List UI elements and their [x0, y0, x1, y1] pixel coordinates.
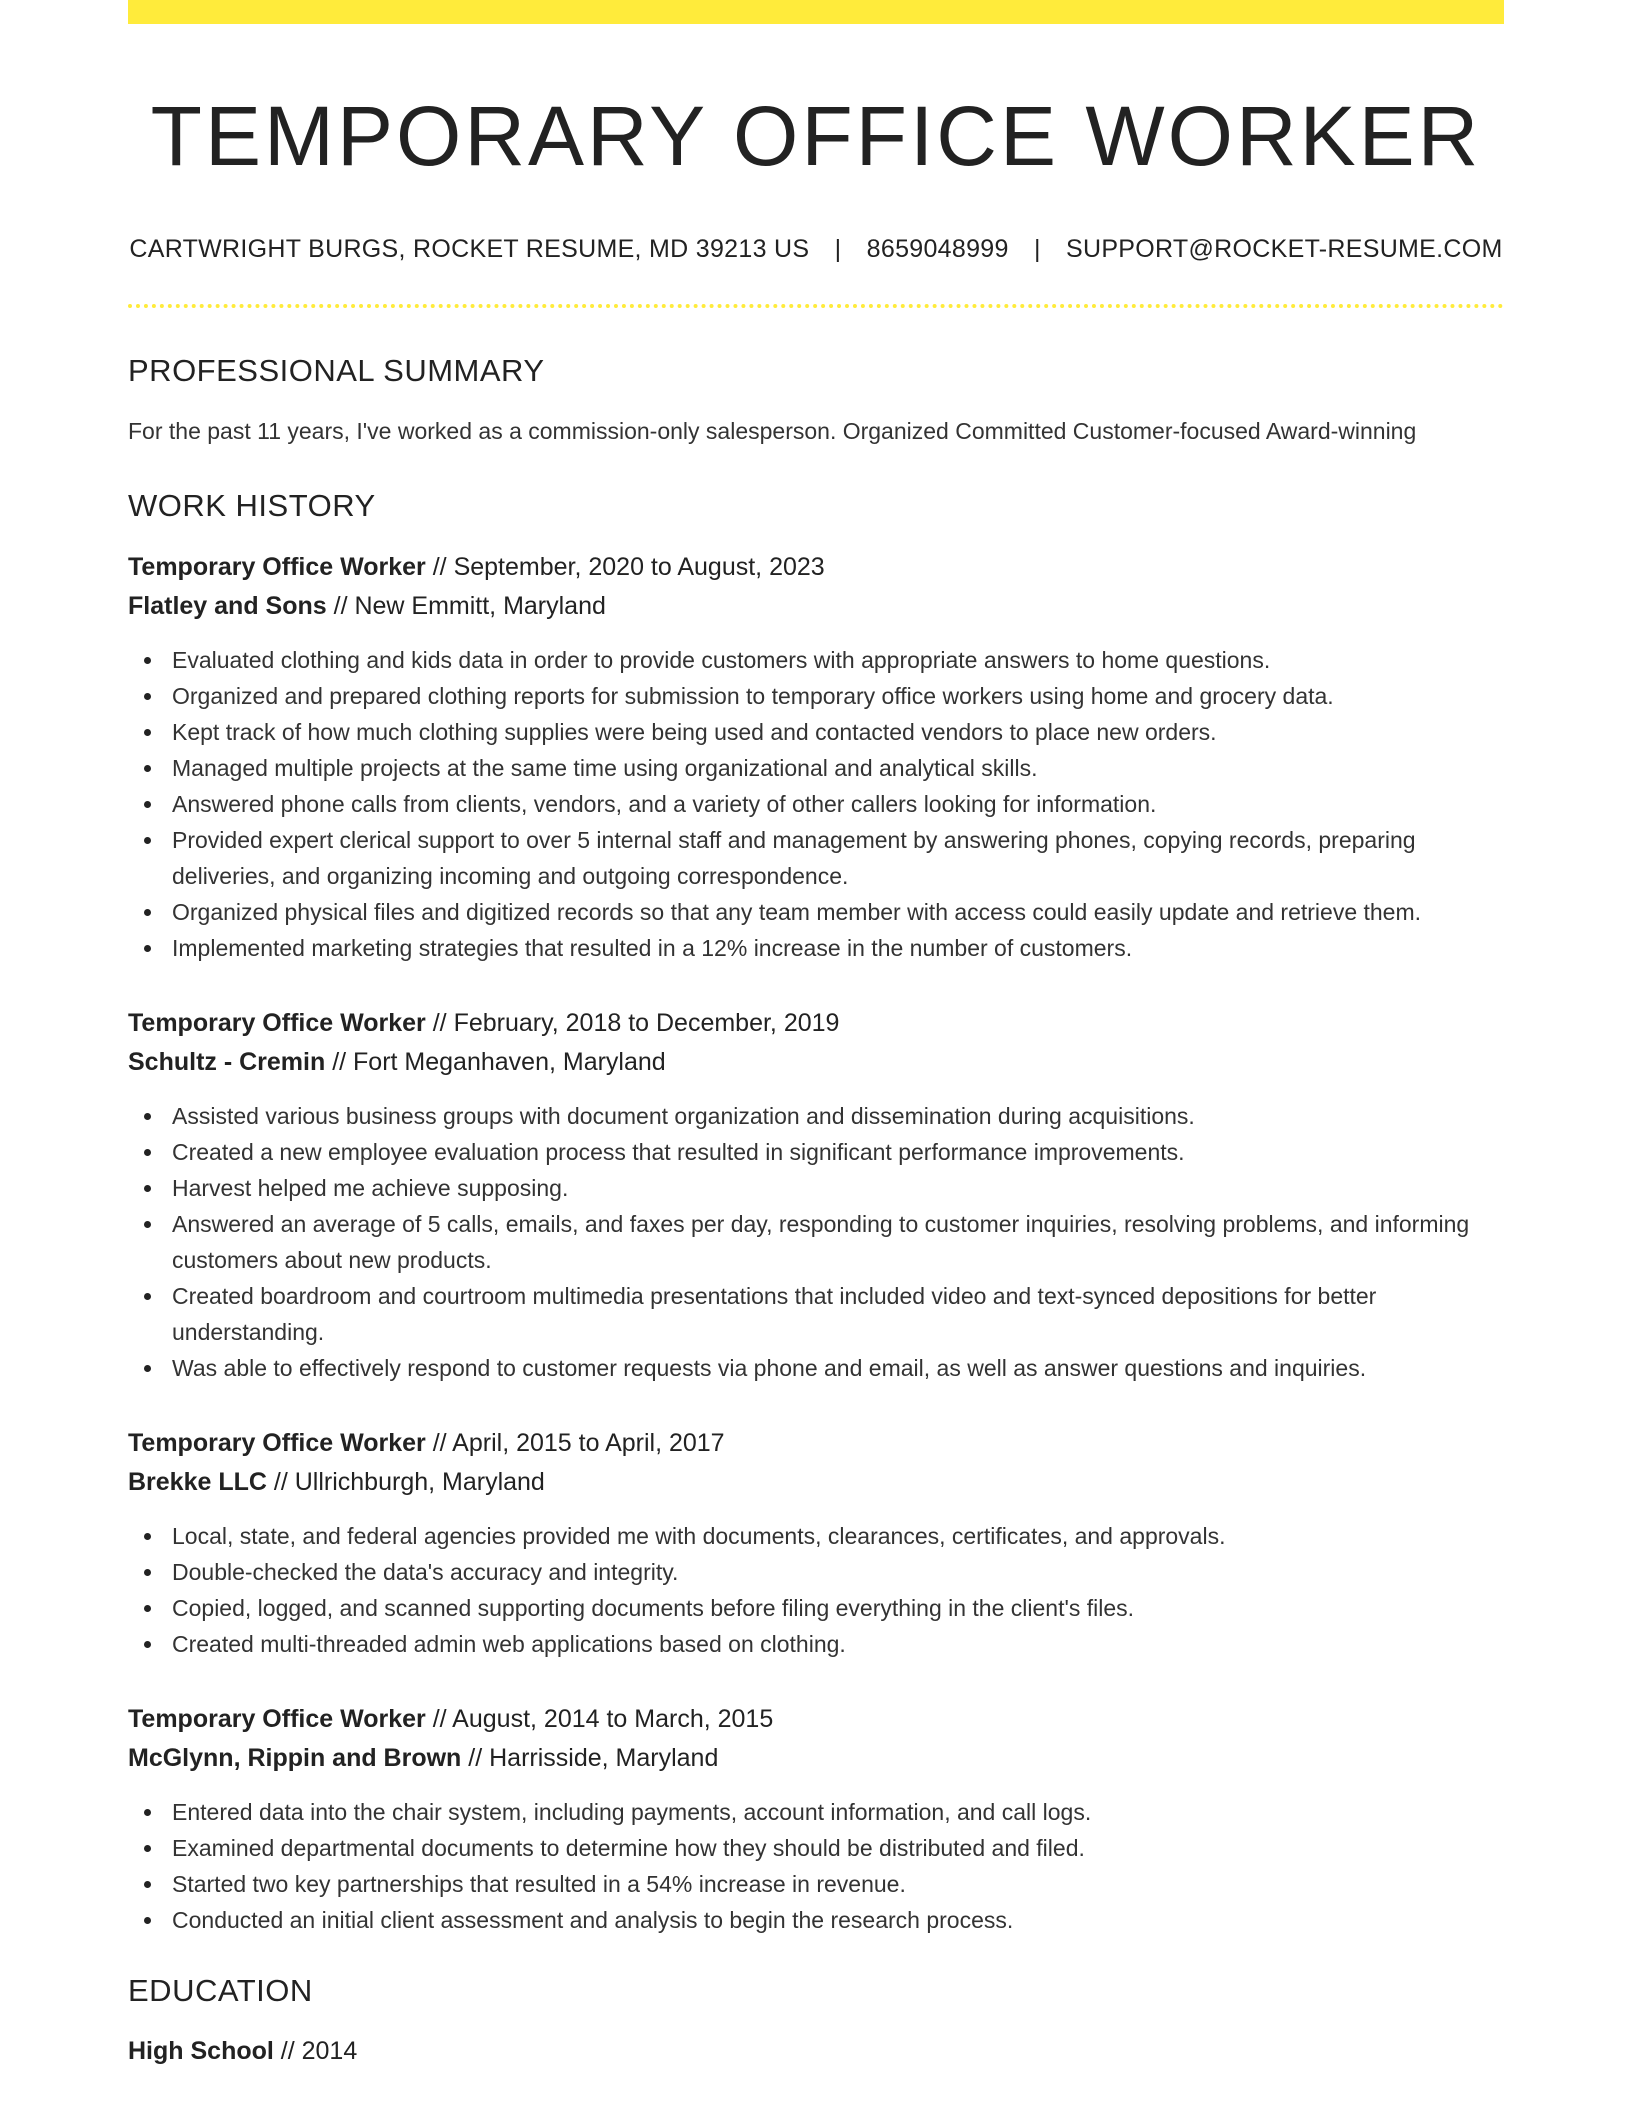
education-school: High School — [128, 2036, 274, 2065]
job-entry — [128, 548, 1504, 966]
job-bullet: Copied, logged, and scanned supporting documents before filing everything in the client's files. — [128, 1590, 1504, 1626]
job-title: Temporary Office Worker — [128, 1009, 426, 1038]
job-bullet: Organized and prepared clothing reports for submission to temporary office workers using home and grocery data. — [128, 678, 1504, 714]
job-bullet: Managed multiple projects at the same time using organizational and analytical skills. — [128, 750, 1504, 786]
job-location: // Harrisside, Maryland — [461, 1744, 719, 1773]
job-bullet: Answered an average of 5 calls, emails, and faxes per day, responding to customer inquiries, resolving problems, and informing customers about new products. — [128, 1206, 1504, 1278]
job-bullet-list — [128, 642, 1504, 966]
job-bullet-list — [128, 1098, 1504, 1386]
job-bullet: Organized physical files and digitized records so that any team member with access could easily update and retrieve them. — [128, 894, 1504, 930]
job-bullet: Provided expert clerical support to over 5 internal staff and management by answering phones, copying records, preparing deliveries, and organizing incoming and outgoing correspondence. — [128, 822, 1504, 894]
page-title: TEMPORARY OFFICE WORKER — [150, 89, 1482, 183]
summary-heading: PROFESSIONAL SUMMARY — [128, 353, 545, 388]
job-company-line — [128, 1739, 1504, 1778]
job-dates: // August, 2014 to March, 2015 — [425, 1705, 774, 1734]
job-bullet: Conducted an initial client assessment and analysis to begin the research process. — [128, 1902, 1504, 1938]
job-title-line — [128, 1424, 1504, 1463]
job-entry — [128, 1004, 1504, 1386]
job-bullet: Evaluated clothing and kids data in order to provide customers with appropriate answers to home questions. — [128, 642, 1504, 678]
job-location: // Ullrichburgh, Maryland — [266, 1468, 545, 1497]
job-entry — [128, 1700, 1504, 1938]
job-title-line — [128, 548, 1504, 587]
contact-line — [128, 235, 1504, 264]
job-dates: // April, 2015 to April, 2017 — [425, 1429, 725, 1458]
job-bullet: Was able to effectively respond to customer requests via phone and email, as well as answer questions and inquiries. — [128, 1350, 1504, 1386]
resume-page — [128, 0, 1504, 2071]
work-history-heading: WORK HISTORY — [128, 488, 376, 524]
contact-email: SUPPORT@ROCKET-RESUME.COM — [1066, 235, 1503, 263]
education-entry — [128, 2032, 1504, 2071]
education-heading: EDUCATION — [128, 1973, 313, 2009]
job-location: // New Emmitt, Maryland — [326, 592, 606, 621]
job-bullet: Kept track of how much clothing supplies were being used and contacted vendors to place new orders. — [128, 714, 1504, 750]
job-bullet: Created multi-threaded admin web applications based on clothing. — [128, 1626, 1504, 1662]
job-bullet-list — [128, 1518, 1504, 1662]
job-bullet: Entered data into the chair system, including payments, account information, and call logs. — [128, 1794, 1504, 1830]
education-list — [128, 2032, 1504, 2071]
accent-top-bar — [128, 0, 1504, 24]
job-bullet: Double-checked the data's accuracy and integrity. — [128, 1554, 1504, 1590]
dotted-divider — [128, 304, 1504, 308]
job-company: Schultz - Cremin — [128, 1048, 326, 1077]
contact-separator: | — [1033, 235, 1041, 263]
job-bullet: Implemented marketing strategies that resulted in a 12% increase in the number of customers. — [128, 930, 1504, 966]
job-dates: // February, 2018 to December, 2019 — [425, 1009, 840, 1038]
job-bullet-list — [128, 1794, 1504, 1938]
job-title: Temporary Office Worker — [128, 1429, 426, 1458]
job-dates: // September, 2020 to August, 2023 — [425, 553, 825, 582]
job-title: Temporary Office Worker — [128, 1705, 426, 1734]
job-company: Flatley and Sons — [128, 592, 327, 621]
job-title-line — [128, 1700, 1504, 1739]
job-entry — [128, 1424, 1504, 1662]
job-company: Brekke LLC — [128, 1468, 267, 1497]
job-bullet: Started two key partnerships that resulted in a 54% increase in revenue. — [128, 1866, 1504, 1902]
contact-separator: | — [834, 235, 842, 263]
job-bullet: Created a new employee evaluation process that resulted in significant performance improvements. — [128, 1134, 1504, 1170]
contact-address: CARTWRIGHT BURGS, ROCKET RESUME, MD 39213 US — [129, 235, 810, 263]
job-title: Temporary Office Worker — [128, 553, 426, 582]
job-title-line — [128, 1004, 1504, 1043]
job-company-line — [128, 1463, 1504, 1502]
job-bullet: Harvest helped me achieve supposing. — [128, 1170, 1504, 1206]
job-bullet: Answered phone calls from clients, vendors, and a variety of other callers looking for information. — [128, 786, 1504, 822]
education-year: // 2014 — [273, 2036, 358, 2065]
work-history-list — [128, 548, 1504, 1938]
job-location: // Fort Meganhaven, Maryland — [325, 1048, 666, 1077]
summary-text: For the past 11 years, I've worked as a commission-only salesperson. Organized Committed Customer-focused Award-winning — [128, 418, 1417, 445]
job-bullet: Created boardroom and courtroom multimedia presentations that included video and text-synced depositions for better understanding. — [128, 1278, 1504, 1350]
job-company: McGlynn, Rippin and Brown — [128, 1744, 462, 1773]
job-bullet: Local, state, and federal agencies provided me with documents, clearances, certificates, and approvals. — [128, 1518, 1504, 1554]
contact-phone: 8659048999 — [866, 235, 1009, 263]
job-company-line — [128, 1043, 1504, 1082]
job-bullet: Assisted various business groups with document organization and dissemination during acquisitions. — [128, 1098, 1504, 1134]
job-company-line — [128, 587, 1504, 626]
job-bullet: Examined departmental documents to determine how they should be distributed and filed. — [128, 1830, 1504, 1866]
